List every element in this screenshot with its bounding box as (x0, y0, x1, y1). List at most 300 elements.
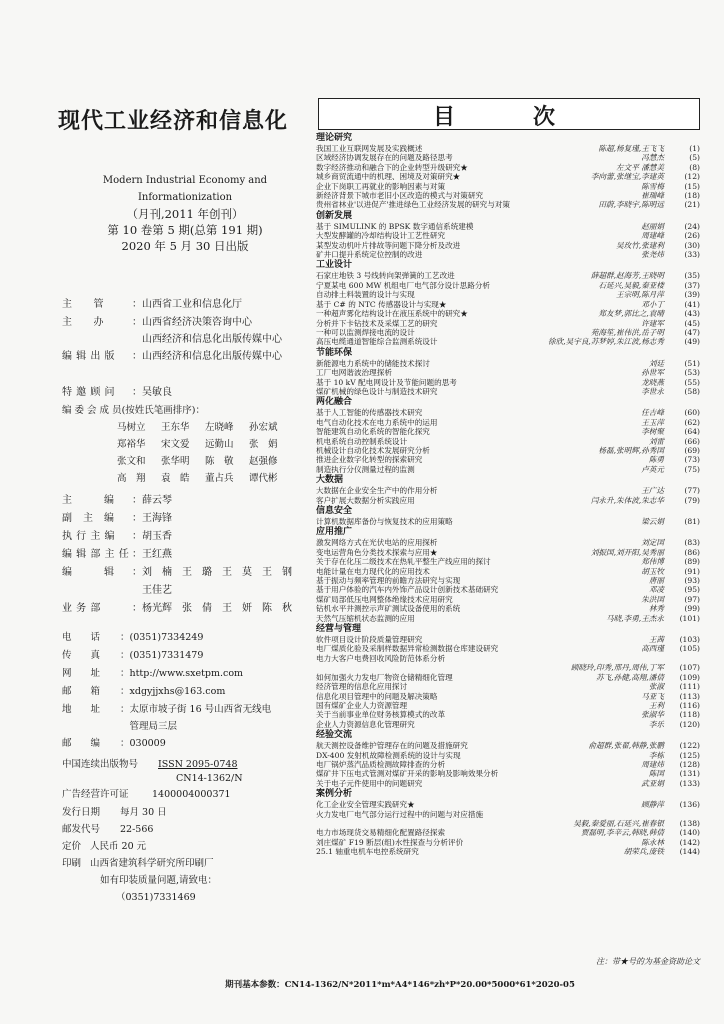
toc-entry-title: 基于 10 kV 配电网设计及节能问题的思考 (316, 377, 457, 387)
toc-entry-page: (93) (684, 576, 700, 586)
toc-entry-title: 关于当前事业单位财务核算模式的改革 (316, 710, 446, 720)
toc-entry-title: 贵州省林业'以进促产'推进绿色工业经济发展的研究与对策 (316, 200, 511, 210)
toc-entry[interactable] (316, 290, 700, 299)
toc-entry-page: (79) (684, 495, 700, 505)
website-label: 网 址 (62, 668, 101, 679)
toc-entry-page: (1) (689, 144, 700, 153)
toc-entry-title: 制造执行分仪测量过程的监测 (316, 464, 415, 474)
sponsor-label: 主 管 (62, 299, 104, 310)
toc-entry-page: (118) (679, 710, 700, 720)
toc-entry[interactable] (316, 576, 700, 585)
toc-entry-page: (101) (679, 613, 700, 623)
toc-entry-author: 邓小丁 (641, 299, 664, 309)
toc-entry[interactable] (316, 200, 700, 209)
toc-entry-title (316, 819, 569, 828)
toc-section-heading: 节能环保 (316, 347, 353, 358)
toc-entry-title: 电厂锅炉蒸汽品质检测故障排查的分析 (316, 759, 446, 769)
toc-entry-author: 田蔚,李晓宇,陈明远 (598, 200, 664, 210)
toc-entry-page: (8) (689, 162, 700, 172)
toc-entry[interactable] (316, 800, 700, 809)
toc-entry-page: (45) (684, 318, 700, 328)
toc-entry-page: (18) (684, 191, 700, 201)
toc-entry-page: (97) (684, 594, 700, 604)
toc-entry-page: (24) (684, 221, 700, 231)
toc-entry-author: 李向蕾,张继宝,李建英 (590, 172, 664, 182)
toc-entry-page: (125) (679, 750, 700, 760)
toc-entry-title: 关于存在化压二级技术在热轧平整生产线应用的探讨 (316, 557, 491, 567)
toc-entry-page: (95) (684, 585, 700, 595)
toc-entry[interactable] (316, 847, 700, 856)
toc-entry[interactable] (316, 692, 700, 701)
toc-entry-title: 一种超声雾化结构设计在液压系统中的研究★ (316, 309, 468, 319)
toc-entry-title: 区域经济协调发展存在的问题及路径思考 (316, 153, 453, 163)
toc-entry-title: 自动排土料装置的设计与实现 (316, 290, 415, 300)
committee-heading: 编 委 会 成 员(按姓氏笔画排序)： (62, 405, 205, 416)
toc-entry-author: 卢英元 (641, 464, 664, 474)
postcode-value: ：030009 (120, 738, 166, 749)
toc-entry-title: 电厂煤质化验及采制样数据异常检测数据仓库建设研究 (316, 644, 499, 654)
deputy-editor-label: 副 主 编 (62, 513, 115, 524)
toc-entry-page: (49) (684, 337, 700, 347)
toc-entry-title: 某型发动机叶片排故等问题下降分析及改进 (316, 240, 461, 250)
toc-entry[interactable] (316, 710, 700, 719)
toc-entry-title: 电能计量在电力现代化的应用技术 (316, 566, 430, 576)
toc-entry-title: 基于用户体验的汽车内外饰产品设计创新技术基础研究 (316, 585, 499, 595)
toc-entry-title: 煤矿井下压电式管测对煤矿开采的影响及影响效果分析 (316, 769, 499, 779)
toc-entry[interactable] (316, 300, 700, 309)
toc-entry-author: 唐丽 (648, 576, 664, 586)
post-code-label: 邮发代号 (62, 824, 101, 835)
toc-entry-author: 孙世军 (641, 368, 664, 378)
toc-entry-author: 林秀 (648, 604, 664, 614)
toc-entry-author: 梁云娟 (641, 517, 664, 526)
toc-entry[interactable] (316, 810, 700, 819)
toc-entry-title: 城乡商贸流通中的机理、困境及对策研究★ (316, 172, 461, 182)
toc-entry-author: 刘廷 (648, 358, 664, 368)
toc-entry[interactable] (316, 538, 700, 547)
ad-license-value: 1400004000371 (152, 789, 231, 800)
toc-entry-title: 企业下岗职工再就业的影响因素与对策 (316, 181, 446, 191)
toc-entry-title: 工厂电网谐波治理探析 (316, 368, 392, 378)
toc-entry-page: (140) (679, 828, 700, 838)
consultant-label: 特 邀 顾 问 (62, 387, 116, 398)
phone-value: ：(0351)7334249 (120, 632, 204, 643)
toc-entry[interactable] (316, 191, 700, 200)
toc-entry-title: 企业人力资源信息化管理研究 (316, 719, 415, 729)
toc-entry-page: (142) (679, 837, 700, 847)
issue-number: 第 10 卷第 5 期(总第 191 期) (107, 223, 263, 237)
toc-entry[interactable] (316, 368, 700, 377)
toc-entry-page: (131) (679, 769, 700, 779)
english-title (60, 172, 310, 206)
toc-entry-title: 矿井口提升系统定位控制的改进 (316, 250, 423, 260)
toc-entry-page: (21) (684, 200, 700, 210)
toc-entry-page: (47) (684, 327, 700, 337)
toc-entry[interactable] (316, 427, 700, 436)
release-row (62, 806, 312, 820)
toc-entry-title: 火力发电厂电气部分运行过程中的问题与对应措施 (316, 809, 484, 819)
cn-value: CN14-1362/N (176, 773, 243, 784)
english-title-line-1: Modern Industrial Economy and (102, 175, 268, 186)
toc-entry[interactable] (316, 455, 700, 464)
postcode-row (62, 736, 312, 752)
toc-entry[interactable] (316, 673, 700, 682)
printer-row (62, 857, 312, 871)
editors-row (62, 564, 312, 581)
fax-label: 传 真 (62, 650, 101, 661)
committee-member: 赵强修 (249, 456, 278, 467)
toc-entry[interactable] (316, 271, 700, 280)
toc-entry-author: 张淑华 (641, 710, 664, 720)
toc-entry-title: 机电系统自动控制系统设计 (316, 436, 408, 446)
committee-member: 孙宏斌 (249, 422, 278, 433)
toc-entry-author: 邓凌 (648, 585, 664, 595)
toc-entry[interactable] (316, 408, 700, 417)
toc-entry-page: (122) (679, 741, 700, 751)
toc-entry[interactable] (316, 250, 700, 259)
toc-entry-title: 基于 C# 的 NTC 传感器设计与实现★ (316, 299, 447, 309)
toc-entry-title: 刘庄煤矿 F19 断层(组)水性探查与分析评价 (316, 837, 464, 847)
committee-member: 左晓峰 (205, 422, 234, 433)
toc-entry-author: 李栋 (648, 750, 664, 760)
toc-entry-title (316, 663, 567, 672)
editors-label: 编 辑 (62, 567, 115, 578)
toc-entry-author: 陈永林 (641, 837, 664, 847)
toc-entry-page: (39) (684, 290, 700, 300)
toc-entry-title: 客户扩展大数据分析实践应用 (316, 495, 415, 505)
toc-entry-page: (83) (684, 538, 700, 548)
host-row-2 (62, 331, 312, 348)
toc-entry-title: 天然气压缩机状态监测的应用 (316, 613, 415, 623)
toc-entry-page: (89) (684, 557, 700, 567)
toc-entry-page (664, 654, 700, 663)
committee-member: 陈 敬 (205, 456, 234, 467)
toc-entry-author: 赵丽娟 (641, 221, 664, 231)
toc-entry-author: 任吉峰 (641, 408, 664, 418)
post-code-value: 22-566 (120, 824, 154, 835)
toc-entry[interactable] (316, 328, 700, 337)
fax-row (62, 648, 312, 664)
toc-entry[interactable] (316, 819, 700, 828)
toc-entry-page: (5) (689, 153, 700, 163)
toc-entry-title: 如何加强火力发电厂物资仓储精细化管理 (316, 672, 453, 682)
toc-section-heading: 创新发展 (316, 210, 353, 221)
toc-entry-title: 煤矿机械的绿色设计与制造技术研究 (316, 386, 438, 396)
toc-entry-title: 基于振动与频率管理的前瞻方法研究与实现 (316, 576, 461, 586)
toc-entry-title: 基于人工智能的传感器技术研究 (316, 408, 423, 418)
toc-entry-page: (138) (679, 818, 700, 828)
toc-entry-title: 一种可以监测焊接电流的设计 (316, 327, 415, 337)
fax-value: ：(0351)7331479 (120, 650, 204, 661)
toc-entry-title: 我国工业互联网发展及实践概述 (316, 144, 423, 153)
toc-entry-title: 大数据在企业安全生产中的作用分析 (316, 486, 438, 496)
business-value: ：杨光辉 张 倩 王 妍 陈 秋 (132, 603, 292, 614)
toc-entry-title: 25.1 轴重电机车电控系统研究 (316, 847, 419, 857)
toc-entry-author: 刘振国,刘开阳,吴秀丽 (590, 547, 664, 557)
toc-entry-page: (41) (684, 299, 700, 309)
toc-entry-title: 高压电缆通道智能综合监测系统设计 (316, 337, 438, 347)
toc-entry-title: 软件项目设计阶段质量管理研究 (316, 635, 423, 645)
toc-entry-author: 陈国 (648, 769, 664, 779)
printer-value: 山西省建筑科学研究所印刷厂 (90, 858, 214, 869)
toc-entry-author: 王宗明,陈月萍 (616, 290, 664, 300)
toc-entry-page: (144) (679, 847, 700, 857)
postcode-label: 邮 编 (62, 738, 101, 749)
toc-entry-title: 电力大客户电费回收风险防范体系分析 (316, 653, 446, 663)
toc-entry[interactable] (316, 437, 700, 446)
toc-section-heading: 应用推广 (316, 527, 353, 538)
toc-entry-author: 杨磊,张明辉,孙秀国 (598, 445, 664, 455)
toc-entry-title: 钻机水平井测控示声矿测试设备使用的系统 (316, 604, 461, 614)
toc-entry-title: 智能建筑自动化系统的智能化探究 (316, 427, 430, 437)
toc-entry[interactable] (316, 548, 700, 557)
toc-entry[interactable] (316, 654, 700, 663)
toc-entry-page: (133) (679, 778, 700, 788)
toc-entry[interactable] (316, 465, 700, 474)
address-row (62, 702, 312, 718)
toc-entry-page: (51) (684, 358, 700, 368)
printer-label: 印刷 (62, 858, 82, 869)
chief-editor-label: 主 编 (62, 495, 115, 506)
toc-entry[interactable] (316, 751, 700, 760)
serial-number-row (62, 758, 312, 772)
toc-entry[interactable] (316, 418, 700, 427)
toc-entry-title: 关于电子元件使用中的问题研究 (316, 778, 423, 788)
ad-license-label: 广告经营许可证 (62, 789, 129, 800)
toc-entry-title: 信息化项目管理中的问题及解决策略 (316, 691, 438, 701)
toc-entry[interactable] (316, 222, 700, 231)
toc-entry-author: 吴玫竹,张建利 (616, 240, 664, 250)
price-row (62, 840, 312, 854)
toc-entry-title: 变电运营角色分类技术探索与应用★ (316, 547, 438, 557)
toc-entry[interactable] (316, 281, 700, 290)
ad-license-row (62, 788, 312, 802)
toc-entry-title: 新能源电力系统中的储能技术探讨 (316, 358, 430, 368)
toc-entry-page: (77) (684, 486, 700, 496)
committee-member: 宋文爱 (161, 439, 190, 450)
toc-entry-author: 左文平 潘慧美 (616, 162, 664, 172)
host-row (62, 314, 312, 331)
toc-entry-author: 马晓,李勇,王杰永 (606, 613, 664, 623)
toc-entry-page: (105) (679, 644, 700, 654)
toc-entry-page: (109) (679, 672, 700, 682)
toc-entry[interactable] (316, 231, 700, 240)
host-value-2: 山西经济和信息化出版传媒中心 (132, 334, 282, 345)
toc-entry-page: (136) (679, 800, 700, 810)
editors-value-2: 王佳艺 (132, 585, 172, 596)
consultant-row (62, 384, 312, 401)
toc-entry[interactable] (316, 595, 700, 604)
toc-entry-author: 王玉萍 (641, 417, 664, 427)
address-label: 地 址 (62, 704, 101, 715)
english-title-line-2: Informationization (137, 192, 233, 203)
committee-member: 袁 皓 (161, 473, 190, 484)
address-value-2: 管理局三层 (120, 721, 178, 732)
toc-entry[interactable] (316, 496, 700, 505)
toc-entry-author: 李乐 (648, 719, 664, 729)
toc-entry-page: (62) (684, 417, 700, 427)
toc-entry[interactable] (316, 446, 700, 455)
toc-entry[interactable] (316, 604, 700, 613)
director-row (62, 546, 312, 563)
toc-entry-page (664, 810, 700, 819)
toc-entry-page: (53) (684, 368, 700, 378)
toc-entry[interactable] (316, 153, 700, 162)
toc-entry[interactable] (316, 741, 700, 750)
toc-entry-page: (107) (679, 663, 700, 673)
toc-entry[interactable] (316, 585, 700, 594)
toc-entry-author: 李树聚 (641, 427, 664, 437)
toc-section-heading: 大数据 (316, 475, 344, 486)
toc-entry-author: 冯慧杰 (641, 153, 664, 163)
toc-entry[interactable] (316, 644, 700, 653)
toc-entry-author: 苏飞,孙健,高翔,潘倩 (596, 672, 664, 682)
toc-entry-author: 周建炜 (641, 759, 664, 769)
toc-entry[interactable] (316, 838, 700, 847)
toc-entry[interactable] (316, 172, 700, 181)
quality-note: 如有印装质量问题,请致电： (100, 875, 218, 886)
toc-entry-title: 计算机数据库备份与恢复技术的应用策略 (316, 517, 453, 526)
website-row (62, 666, 312, 682)
toc-entry-title: 宁夏某电 600 MW 机组电厂电气部分设计思路分析 (316, 280, 491, 290)
toc-entry[interactable] (316, 144, 700, 153)
toc-entry-title: 新经济背景下城市老旧小区改造的模式与对策研究 (316, 191, 484, 201)
toc-entry-author: 陈雪梅 (641, 181, 664, 191)
toc-entry-page: (30) (684, 240, 700, 250)
toc-entry-title: DX-400 发射机故障检测系统的设计与实现 (316, 750, 461, 760)
toc-entry-page: (113) (679, 691, 700, 701)
publication-frequency: （月刊,2011 年创刊） (126, 207, 244, 221)
toc-entry-page: (81) (684, 517, 700, 526)
toc-entry-page: (33) (684, 250, 700, 260)
toc-entry-title: 化工企业安全管理实践研究★ (316, 800, 415, 810)
toc-entry-author: 王利 (648, 700, 664, 710)
committee-member: 张 娟 (249, 439, 278, 450)
committee-member: 董占兵 (205, 473, 234, 484)
host-value-1: ：山西省经济决策咨询中心 (132, 317, 252, 328)
issn-value: ISSN 2095-0748 (158, 759, 238, 770)
toc-entry[interactable] (316, 319, 700, 328)
toc-entry-author: 马亚飞 (641, 691, 664, 701)
toc-entry[interactable] (316, 337, 700, 346)
toc-entry[interactable] (316, 378, 700, 387)
director-value: ：王红燕 (132, 549, 172, 560)
toc-section-heading: 经验交流 (316, 730, 353, 741)
toc-entry[interactable] (316, 309, 700, 318)
toc-entry-title: 石家庄地铁 3 号线转向架弹簧的工艺改进 (316, 271, 455, 281)
toc-entry-author: 李世永 (641, 386, 664, 396)
toc-entry[interactable] (316, 779, 700, 788)
toc-entry-title: 数字经济推动和融合下的企业转型升级研究★ (316, 162, 468, 172)
toc-entry-author: 陈超,杨复瑾,王飞飞 (598, 144, 664, 153)
business-label: 业 务 部 (62, 603, 101, 614)
toc-section-heading: 工业设计 (316, 260, 353, 271)
toc-entry[interactable] (316, 701, 700, 710)
committee-member: 张华明 (161, 456, 190, 467)
toc-entry-author: 许建军 (641, 318, 664, 328)
committee-member: 高 翔 (117, 473, 146, 484)
sponsor-value: ：山西省工业和信息化厅 (132, 299, 242, 310)
deputy-editor-value: ：王海锋 (132, 513, 172, 524)
toc-entry-page: (103) (679, 635, 700, 645)
editors-row-2 (62, 582, 312, 599)
toc-entry-title: 国有煤矿企业人力资源管理 (316, 700, 408, 710)
committee-names (117, 419, 312, 487)
committee-member: 谭代彬 (249, 473, 278, 484)
toc-entry-page: (75) (684, 464, 700, 474)
toc-entry[interactable] (316, 359, 700, 368)
toc-entry[interactable] (316, 663, 700, 672)
toc-entry-author: 王广达 (641, 486, 664, 496)
deputy-editor-row (62, 510, 312, 527)
toc-entry[interactable] (316, 682, 700, 691)
toc-entry[interactable] (316, 828, 700, 837)
exec-editor-row (62, 528, 312, 545)
toc-entry-author: 薛超群,赵海芳,王晓明 (590, 271, 664, 281)
toc-entry-page: (55) (684, 377, 700, 387)
toc-entry-page: (35) (684, 271, 700, 281)
toc-entry-page: (86) (684, 547, 700, 557)
toc-entry-page: (60) (684, 408, 700, 418)
toc-entry-author: 刘雷 (648, 436, 664, 446)
toc-entry-author: 胡荣兵,庞铁 (623, 847, 664, 857)
toc-entry[interactable] (316, 567, 700, 576)
toc-entry[interactable] (316, 517, 700, 526)
post-code-row (62, 823, 312, 837)
toc-entry-author: 俞超群,张翟,韩静,张鹏 (588, 741, 664, 751)
toc-entry[interactable] (316, 486, 700, 495)
committee-member: 郑裕华 (117, 439, 146, 450)
host-label: 主 办 (62, 317, 104, 328)
committee-member: 张文和 (117, 456, 146, 467)
toc-section-heading: 经营与管理 (316, 624, 362, 635)
toc-entry[interactable] (316, 182, 700, 191)
toc-entry[interactable] (316, 720, 700, 729)
toc-entry[interactable] (316, 635, 700, 644)
table-of-contents (316, 132, 700, 857)
editors-value-1: ：刘 楠 王 璐 王 莫 王 钢 (132, 567, 292, 578)
toc-entry-author: 闫永升,朱体波,朱志华 (590, 495, 664, 505)
journal-title: 现代工业经济和信息化 (58, 108, 289, 134)
toc-entry[interactable] (316, 557, 700, 566)
toc-entry-title: 推进企业数字化转型的探索研究 (316, 455, 423, 465)
toc-entry[interactable] (316, 760, 700, 769)
toc-entry-author: 贾磊明,李辛云,韩晓,韩倩 (580, 828, 664, 838)
toc-entry-author: 顾静萍 (641, 800, 664, 810)
toc-entry-page: (37) (684, 280, 700, 290)
toc-entry[interactable] (316, 614, 700, 623)
sponsor-row (62, 296, 312, 313)
editor-org-label: 编 辑 出 版 (62, 351, 116, 362)
phone-row (62, 630, 312, 646)
price-value: 人民币 20 元 (90, 841, 147, 852)
editor-org-value: ：山西经济和信息化出版传媒中心 (132, 351, 282, 362)
toc-entry-title: 分析并下卡钻技术及采煤工艺的研究 (316, 318, 438, 328)
email-label: 邮 箱 (62, 686, 101, 697)
toc-entry[interactable] (316, 241, 700, 250)
toc-entry[interactable] (316, 769, 700, 778)
consultant-value: ：吴敏良 (132, 387, 172, 398)
editorial-committee (62, 402, 312, 487)
toc-entry[interactable] (316, 163, 700, 172)
toc-entry[interactable] (316, 387, 700, 396)
toc-entry-author: 吴毅,秦爱丽,石延兴,崔春银 (573, 818, 664, 828)
chief-editor-row (62, 492, 312, 509)
price-label: 定价 (62, 841, 82, 852)
release-value: 每月 30 日 (120, 807, 167, 818)
toc-entry-author: 顾晓玲,印秀,邢丹,周伟,丁军 (570, 663, 664, 673)
toc-entry-page: (15) (684, 181, 700, 191)
